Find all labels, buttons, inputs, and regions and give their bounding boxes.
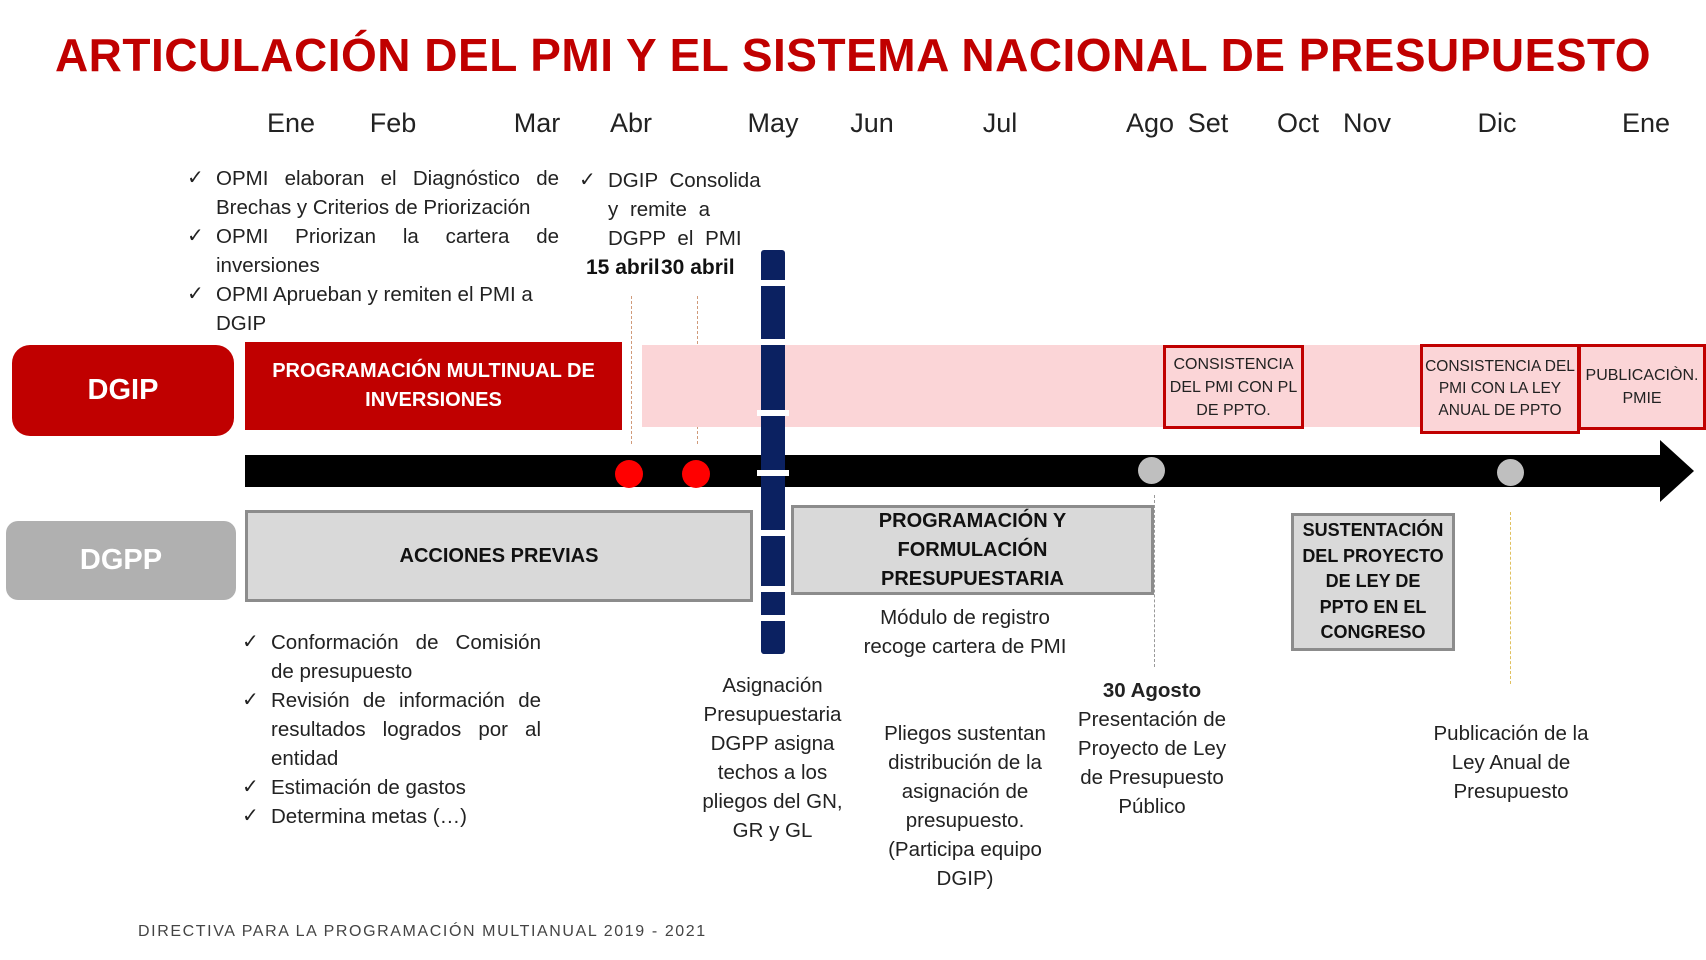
month-ago: Ago xyxy=(1125,108,1175,138)
post-notch xyxy=(757,586,789,592)
month-ene-next: Ene xyxy=(1621,108,1671,138)
guide-line-publicacion xyxy=(1510,512,1511,684)
list-item: ✓ Determina metas (…) xyxy=(242,802,541,831)
modulo-registro-text: Módulo de registro recoge cartera de PMI xyxy=(863,606,1067,658)
list-item: ✓ DGIP Consolida y remite a DGPP el PMI xyxy=(579,166,774,253)
list-item: ✓ Estimación de gastos xyxy=(242,773,541,802)
publicacion-pmie-box: PUBLICACIÒN. PMIE xyxy=(1578,344,1706,430)
timeline-bar xyxy=(245,455,1663,487)
acciones-previas-list xyxy=(242,628,541,831)
check-icon: ✓ xyxy=(242,776,259,798)
list-item: ✓ OPMI Aprueban y remiten el PMI a DGIP xyxy=(187,280,559,338)
post-notch xyxy=(757,339,789,345)
agosto-text: Presentación de Proyecto de Ley de Presupuesto Público xyxy=(1077,708,1227,818)
acciones-previas-box: ACCIONES PREVIAS xyxy=(245,510,753,602)
may-divider-post xyxy=(761,250,785,654)
dgpp-row-label: DGPP xyxy=(6,521,236,600)
programacion-formulacion-box: PROGRAMACIÓN Y FORMULACIÓN PRESUPUESTARIA xyxy=(791,505,1154,595)
post-notch xyxy=(757,410,789,416)
month-feb: Feb xyxy=(369,108,417,138)
consistencia-pl-box: CONSISTENCIA DEL PMI CON PL DE PPTO. xyxy=(1163,345,1304,429)
timeline-arrowhead-icon xyxy=(1660,440,1694,502)
list-item: ✓ OPMI Priorizan la cartera de inversiones xyxy=(187,222,559,280)
post-notch xyxy=(757,530,789,536)
date-15-abril: 15 abril xyxy=(586,256,660,279)
check-icon: ✓ xyxy=(187,225,204,247)
month-dic: Dic xyxy=(1477,108,1517,138)
asignacion-text: Asignación Presupuestaria DGPP asigna techos a los pliegos del GN, GR y GL xyxy=(702,674,843,842)
footer-text: DIRECTIVA PARA LA PROGRAMACIÓN MULTIANUAL 2019 - 2021 xyxy=(138,923,707,940)
publicacion-ley-text: Publicación de la Ley Anual de Presupuesto xyxy=(1433,722,1589,803)
list-item: ✓ Revisión de información de resultados logrados por al entidad xyxy=(242,686,541,773)
milestone-dot-publicacion xyxy=(1497,459,1524,486)
milestone-dot-30-agosto xyxy=(1138,457,1165,484)
month-jul: Jul xyxy=(982,108,1018,138)
month-jun: Jun xyxy=(850,108,894,138)
month-ene: Ene xyxy=(266,108,316,138)
guide-line-15-abril xyxy=(631,296,632,444)
check-icon: ✓ xyxy=(242,631,259,653)
list-item: ✓ Conformación de Comisión de presupuesto xyxy=(242,628,541,686)
pmi-box: PROGRAMACIÓN MULTINUAL DE INVERSIONES xyxy=(245,342,622,430)
agosto-date: 30 Agosto xyxy=(1102,679,1202,702)
month-set: Set xyxy=(1187,108,1229,138)
post-notch xyxy=(757,470,789,476)
check-icon: ✓ xyxy=(187,283,204,305)
dgip-consolida-list xyxy=(579,166,774,253)
sustentacion-box: SUSTENTACIÓN DEL PROYECTO DE LEY DE PPTO EN EL CONGRESO xyxy=(1291,513,1455,651)
dgip-row-label: DGIP xyxy=(12,345,234,436)
check-icon: ✓ xyxy=(579,169,596,191)
page-title: ARTICULACIÓN DEL PMI Y EL SISTEMA NACIONAL DE PRESUPUESTO xyxy=(54,29,1652,81)
opmi-task-list xyxy=(187,164,559,338)
post-notch xyxy=(757,615,789,621)
pliegos-text: Pliegos sustentan distribución de la asignación de presupuesto. (Participa equipo DGIP) xyxy=(884,722,1046,890)
milestone-dot-15-abril xyxy=(615,460,643,488)
month-oct: Oct xyxy=(1276,108,1320,138)
guide-line-30-agosto xyxy=(1154,495,1155,667)
check-icon: ✓ xyxy=(242,689,259,711)
month-may: May xyxy=(747,108,799,138)
month-abr: Abr xyxy=(609,108,653,138)
date-30-abril: 30 abril xyxy=(661,256,735,279)
list-item: ✓ OPMI elaboran el Diagnóstico de Brechas y Criterios de Priorización xyxy=(187,164,559,222)
month-nov: Nov xyxy=(1342,108,1392,138)
check-icon: ✓ xyxy=(187,167,204,189)
check-icon: ✓ xyxy=(242,805,259,827)
post-notch xyxy=(757,280,789,286)
month-mar: Mar xyxy=(513,108,561,138)
milestone-dot-30-abril xyxy=(682,460,710,488)
consistencia-ley-box: CONSISTENCIA DEL PMI CON LA LEY ANUAL DE PPTO xyxy=(1420,344,1580,434)
